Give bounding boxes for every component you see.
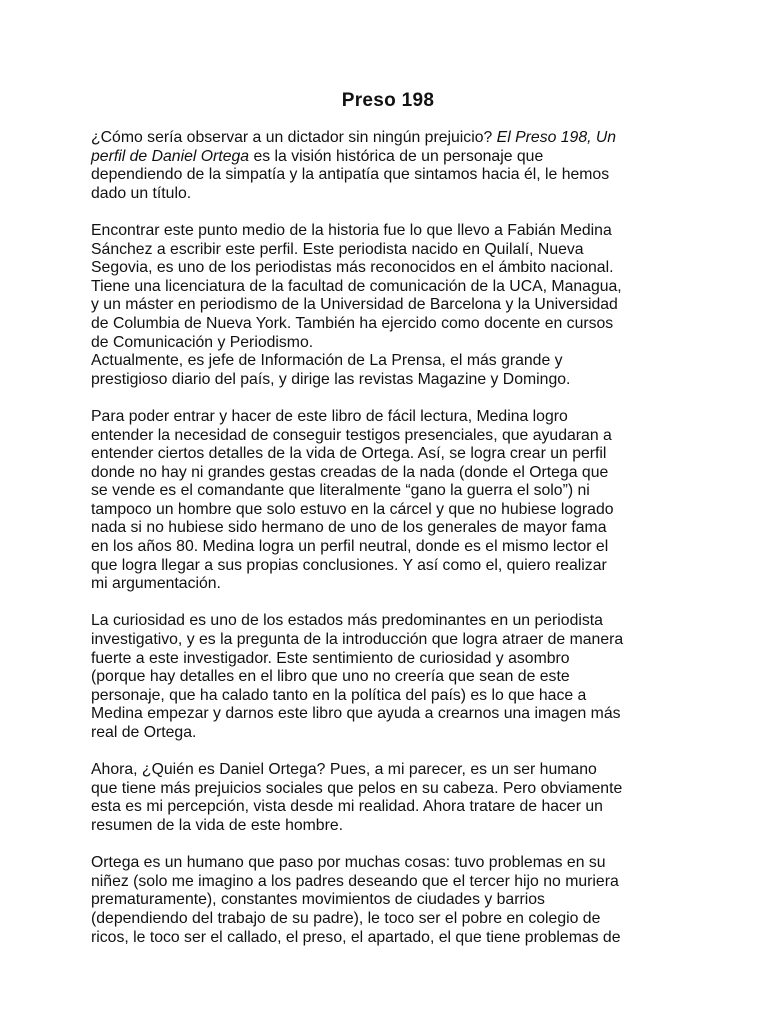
text-segment: niñez (solo me imagino a los padres deseando que el tercer hijo no muriera	[91, 872, 619, 890]
paragraph	[91, 222, 671, 352]
text-line	[91, 929, 671, 948]
text-segment: La curiosidad es uno de los estados más predominantes en un periodista	[91, 612, 603, 630]
text-segment: en los años 80. Medina logra un perfil neutral, donde es el mismo lector el	[91, 538, 609, 556]
text-segment: (dependiendo del trabajo de su padre), le toco ser el pobre en colegio de	[91, 909, 601, 927]
text-line	[91, 631, 671, 650]
text-line	[91, 817, 671, 836]
text-segment: que tiene más prejuicios sociales que pelos en su cabeza. Pero obviamente	[91, 779, 623, 797]
text-segment: Actualmente, es jefe de Información de La Prensa, el más grande y	[91, 352, 563, 370]
text-segment: real de Ortega.	[91, 724, 197, 741]
text-segment: Para poder entrar y hacer de este libro de fácil lectura, Medina logro	[91, 407, 568, 425]
document-title: Preso 198	[341, 90, 435, 111]
text-segment: personaje, que ha calado tanto en la política del país) es lo que hace a	[91, 686, 587, 704]
text-line	[91, 705, 671, 724]
text-line	[91, 910, 671, 929]
text-line	[91, 427, 671, 446]
text-line	[91, 278, 671, 297]
text-segment: es la visión histórica de un personaje que	[249, 147, 544, 165]
text-line	[91, 668, 671, 687]
text-line	[91, 854, 671, 873]
text-segment: dependiendo de la simpatía y la antipatía que sintamos hacia él, le hemos	[91, 166, 610, 184]
text-segment: de Comunicación y Periodismo.	[91, 333, 314, 351]
text-segment: resumen de la vida de este hombre.	[91, 816, 344, 834]
document-body	[91, 129, 671, 947]
text-line	[91, 148, 671, 167]
text-segment: donde no hay ni grandes gestas creadas de la nada (donde el Ortega que	[91, 463, 609, 481]
paragraph	[91, 761, 671, 835]
text-segment: investigativo, y es la pregunta de la introducción que logra atraer de manera	[91, 631, 624, 649]
text-segment: Segovia, es uno de los periodistas más reconocidos en el ámbito nacional.	[91, 259, 614, 277]
text-line	[91, 241, 671, 260]
text-line	[91, 873, 671, 892]
text-segment: ricos, le toco ser el callado, el preso, el apartado, el que tiene problemas de	[91, 928, 621, 946]
text-line	[91, 687, 671, 706]
italic-text-segment: perfil de Daniel Ortega	[91, 147, 250, 165]
text-segment: Ortega es un humano que paso por muchas cosas: tuvo problemas en su	[91, 854, 606, 872]
text-segment: entender ciertos detalles de la vida de Ortega. Así, se logra crear un perfil	[91, 445, 607, 463]
text-line	[91, 612, 671, 631]
paragraph	[91, 129, 671, 203]
text-segment: mi argumentación.	[91, 575, 221, 593]
paragraph	[91, 408, 671, 594]
text-segment: Sánchez a escribir este perfil. Este periodista nacido en Quilalí, Nueva	[91, 240, 584, 258]
text-line	[91, 519, 671, 538]
text-segment: prestigioso diario del país, y dirige las revistas Magazine y Domingo.	[91, 370, 571, 388]
paragraph	[91, 854, 671, 947]
document-page	[91, 90, 671, 966]
text-line	[91, 650, 671, 669]
text-line	[91, 575, 671, 594]
text-segment: Tiene una licenciatura de la facultad de comunicación de la UCA, Managua,	[91, 277, 622, 295]
text-line	[91, 334, 671, 353]
text-segment: se vende es el comandante que literalmente “gano la guerra el solo”) ni	[91, 482, 590, 500]
text-segment: dado un título.	[91, 184, 192, 202]
text-line	[91, 129, 671, 148]
text-line	[91, 185, 671, 204]
text-line	[91, 352, 671, 371]
text-segment: fuerte a este investigador. Este sentimiento de curiosidad y asombro	[91, 649, 570, 667]
text-segment: y un máster en periodismo de la Universidad de Barcelona y la Universidad	[91, 296, 618, 314]
text-segment: Encontrar este punto medio de la historia fue lo que llevo a Fabián Medina	[91, 221, 612, 239]
text-segment: (porque hay detalles en el libro que uno no creería que sean de este	[91, 668, 570, 686]
text-line	[91, 166, 671, 185]
text-line	[91, 464, 671, 483]
text-line	[91, 408, 671, 427]
text-line	[91, 296, 671, 315]
text-segment: ¿Cómo sería observar a un dictador sin ningún prejuicio?	[91, 129, 497, 146]
text-line	[91, 798, 671, 817]
text-segment: tampoco un hombre que solo estuvo en la cárcel y que no hubiese logrado	[91, 500, 614, 518]
italic-text-segment: El Preso 198, Un	[496, 129, 617, 146]
text-segment: esta es mi percepción, vista desde mi realidad. Ahora tratare de hacer un	[91, 798, 603, 816]
text-line	[91, 501, 671, 520]
text-segment: Medina empezar y darnos este libro que ayuda a crearnos una imagen más	[91, 705, 621, 723]
text-line	[91, 891, 671, 910]
text-line	[91, 445, 671, 464]
text-segment: prematuramente), constantes movimientos de ciudades y barrios	[91, 891, 545, 909]
paragraph	[91, 352, 671, 389]
text-segment: que logra llegar a sus propias conclusiones. Y así como el, quiero realizar	[91, 556, 607, 574]
text-line	[91, 557, 671, 576]
text-segment: de Columbia de Nueva York. También ha ejercido como docente en cursos	[91, 314, 614, 332]
text-segment: nada si no hubiese sido hermano de uno de los generales de mayor fama	[91, 519, 607, 537]
text-line	[91, 259, 671, 278]
text-line	[91, 371, 671, 390]
text-line	[91, 538, 671, 557]
text-segment: Ahora, ¿Quién es Daniel Ortega? Pues, a mi parecer, es un ser humano	[91, 761, 597, 779]
text-line	[91, 724, 671, 743]
text-line	[91, 482, 671, 501]
text-line	[91, 222, 671, 241]
text-line	[91, 761, 671, 780]
text-line	[91, 780, 671, 799]
text-segment: entender la necesidad de conseguir testigos presenciales, que ayudaran a	[91, 426, 612, 444]
paragraph	[91, 612, 671, 742]
text-line	[91, 315, 671, 334]
